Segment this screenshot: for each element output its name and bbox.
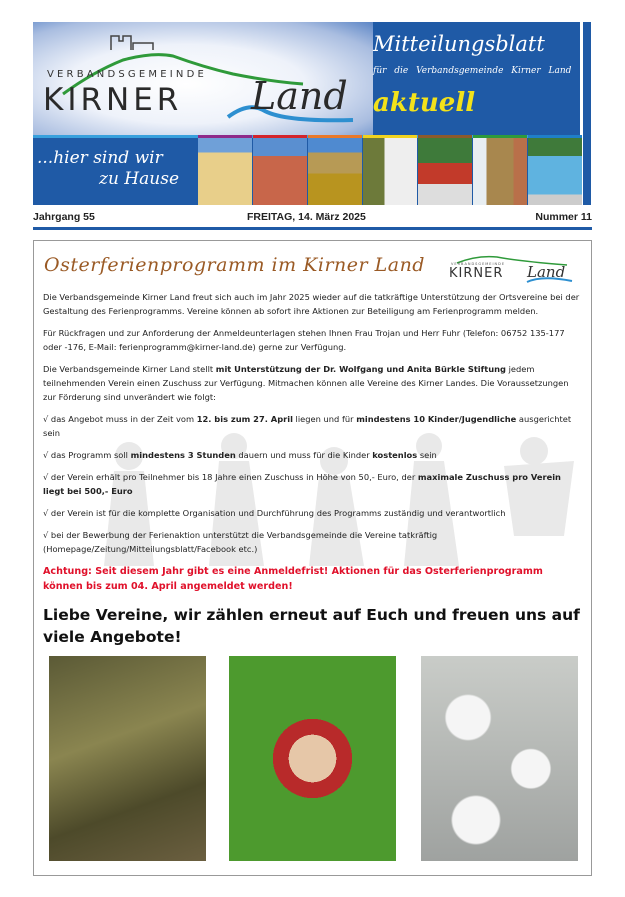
article-paragraph [43,506,583,520]
text: Die Verbandsgemeinde Kirner Land freut sich auch im Jahr 2025 wieder auf die tatkräftige Unterstützung der Ortsvereine bei der Gestaltung des Ferienprogramms. Vereine können ab sofort ihre Aktionen zur Beteiligung am Ferienprogramm melden. [43,292,580,316]
photo-standing-stone [473,135,527,205]
photo-children-on-lawn [229,656,396,861]
color-bar [473,135,527,138]
slogan-line-2: zu Hause [99,169,180,189]
text: ausgerichtet sein [43,414,572,438]
bold-text: maximale Zuschuss pro Verein liegt bei 500,- Euro [43,472,561,496]
text: Die Verbandsgemeinde Kirner Land stellt [43,364,216,374]
color-bar [253,135,307,138]
logo-verbandsgemeinde: VERBANDSGEMEINDE [47,69,207,80]
logo-land: Land [527,263,566,281]
photo-palace [198,135,252,205]
article-title: Osterferienprogramm im Kirner Land [44,254,425,276]
bold-text: 12. bis zum 27. April [196,414,293,424]
article-paragraph [43,290,583,318]
text: √ das Programm soll [43,450,131,460]
text: liegen und für [292,414,357,424]
color-bar [308,135,362,138]
photo-paper-plate-crafts [421,656,578,861]
article-paragraph [43,448,583,462]
photo-red-sculpture [418,135,472,205]
publication-title: Mitteilungsblatt [373,32,545,56]
color-bar [363,135,417,138]
article-paragraph [43,470,583,498]
bold-text: kostenlos [372,450,418,460]
article-paragraph [43,528,583,556]
registration-deadline-warning: Achtung: Seit diesem Jahr gibt es eine Anmeldefrist! Aktionen für das Osterferienprogramm können bis zum 04. April angemeldet werden! [43,566,543,592]
logo-kirner: KIRNER [449,266,504,281]
slogan [37,148,179,190]
volume: Jahrgang 55 [33,211,95,223]
photo-swimming-pool [528,135,582,205]
text: √ der Verein erhält pro Teilnehmer bis 18 Jahre einen Zuschuss in Höhe von 50,- Euro, der [43,472,418,482]
slogan-line-1: ...hier sind wir [37,148,163,168]
bold-text: mindestens 3 Stunden [130,450,236,460]
bold-text: mindestens 10 Kinder/Jugendliche [356,414,517,424]
logo-land: Land [251,74,348,118]
article-paragraph [43,412,583,440]
masthead [33,22,580,205]
text: √ bei der Bewerbung der Ferienaktion unterstützt die Verbandsgemeinde die Vereine tatkräftig (Homepage/Zeitung/Mitteilungsblatt/Facebook etc.) [43,530,438,554]
article-body [43,290,583,861]
photo-castle-tower [308,135,362,205]
text: √ das Angebot muss in der Zeit vom [43,414,197,424]
publication-subtitle: für die Verbandsgemeinde Kirner Land [373,66,572,76]
divider [33,227,592,230]
masthead-photo-strip [198,135,583,205]
issue-date: FREITAG, 14. März 2025 [247,211,366,223]
article-paragraph [43,326,583,354]
masthead-edge [583,22,591,205]
article-photos [43,656,583,861]
kirner-land-logo [33,22,373,135]
text: jedem teilnehmenden Verein einen Zuschuss zur Verfügung. Mitmachen können alle Vereine des Kirner Landes. Die Voraussetzungen zur Förderung sind unverändert wie folgt: [43,364,569,402]
logo-kirner: KIRNER [43,82,183,118]
color-bar [418,135,472,138]
text: √ der Verein ist für die komplette Organisation und Durchführung des Programms zuständig und verantwortlich [43,508,506,518]
kirner-land-logo-small [447,249,577,285]
article-paragraph [43,362,583,404]
photo-town-hall [253,135,307,205]
text: Für Rückfragen und zur Anforderung der Anmeldeunterlagen stehen Ihnen Frau Trojan und Herr Fuhr (Telefon: 06752 135-177 oder -176, E-Mail: ferienprogramm@kirner-land.de) gerne zur Verfügung. [43,328,565,352]
text: dauern und muss für die Kinder [235,450,373,460]
article [33,240,592,876]
photo-house [363,135,417,205]
article-headline: Liebe Vereine, wir zählen erneut auf Euch und freuen uns auf viele Angebote! [43,606,580,646]
logo-verbandsgemeinde: VERBANDSGEMEINDE [451,262,506,266]
photo-child-in-forest [49,656,206,861]
color-bar [528,135,582,138]
publication-aktuell: aktuell [373,88,476,118]
issue-number: Nummer 11 [535,211,592,223]
text: sein [417,450,437,460]
bold-text: mit Unterstützung der Dr. Wolfgang und Anita Bürkle Stiftung [215,364,506,374]
color-bar [198,135,252,138]
